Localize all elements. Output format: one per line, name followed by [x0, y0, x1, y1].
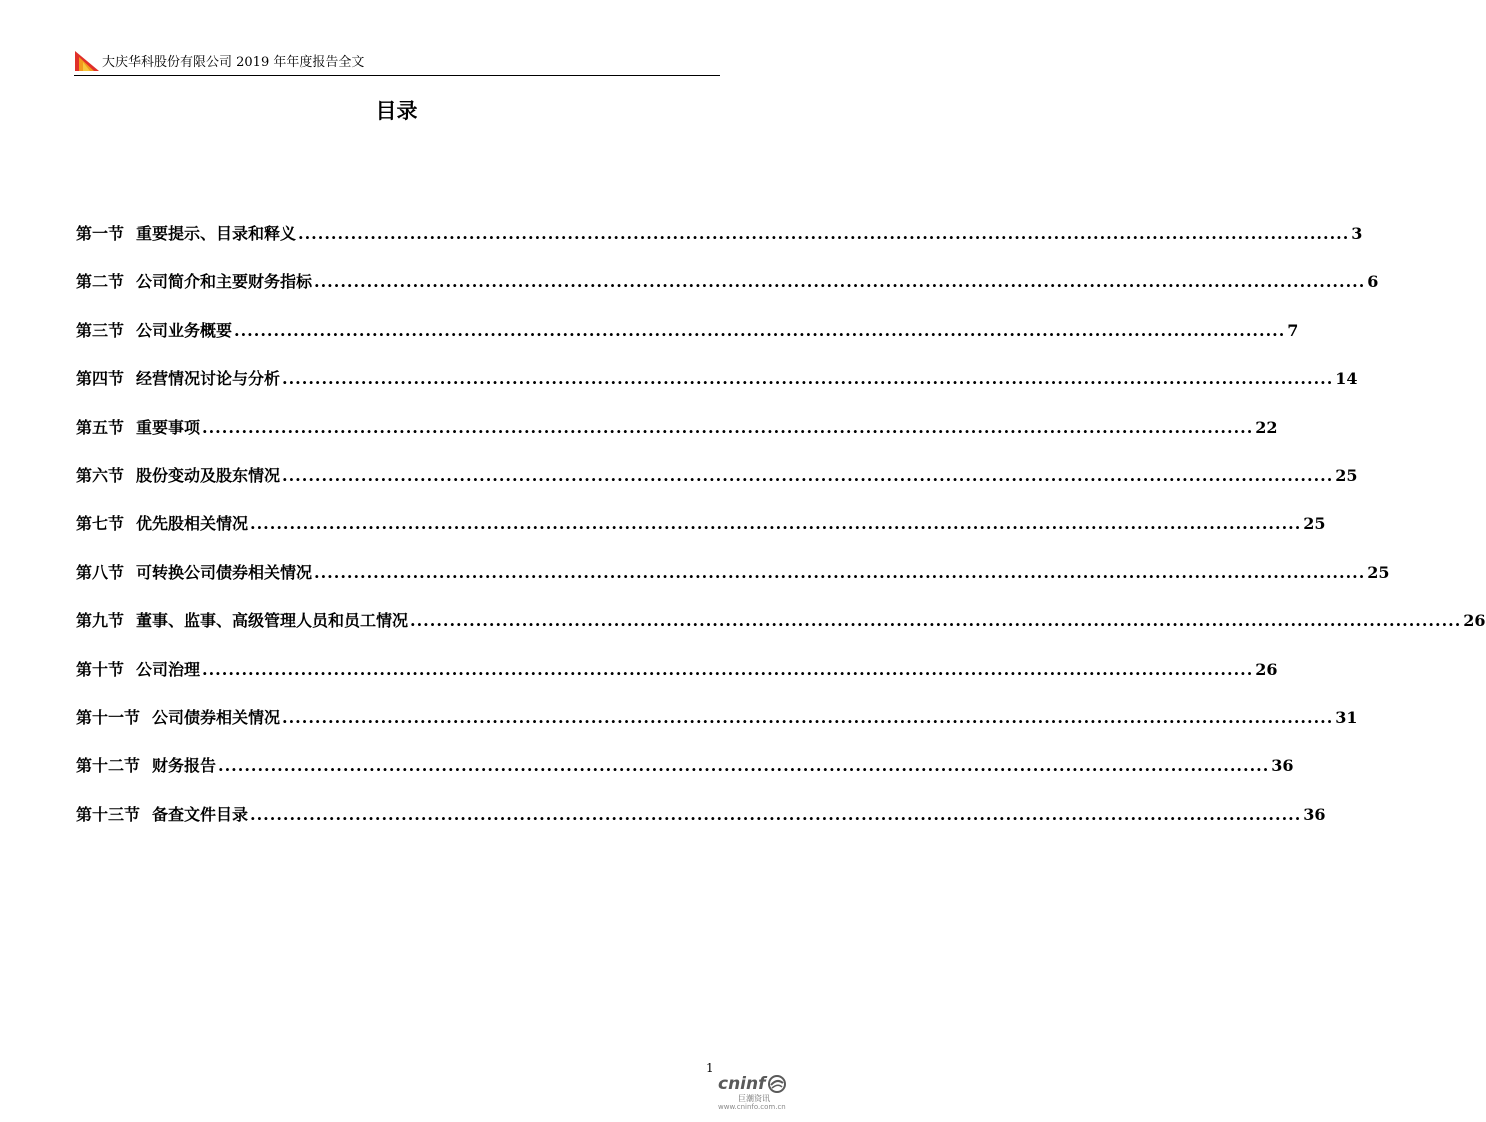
toc-entry[interactable]	[76, 367, 1358, 391]
toc-section-number: 第九节	[76, 611, 125, 631]
toc-dot-leader: ................................................................................................................................................................	[282, 369, 1334, 389]
header-title: 大庆华科股份有限公司 2019 年年度报告全文	[102, 55, 365, 70]
toc-section-title: 可转换公司债券相关情况	[136, 562, 313, 582]
toc-entry[interactable]	[76, 754, 1294, 778]
toc-entry[interactable]	[76, 512, 1326, 536]
toc-dot-leader: ................................................................................................................................................................	[410, 611, 1462, 631]
toc-entry[interactable]	[76, 803, 1326, 827]
company-logo-icon	[74, 48, 100, 72]
toc-section-title: 公司治理	[136, 659, 201, 679]
toc-dot-leader: ................................................................................................................................................................	[250, 804, 1302, 824]
toc-section-number: 第一节	[76, 224, 125, 243]
toc-section-title: 公司业务概要	[136, 320, 233, 340]
toc-page-number: 36	[1303, 804, 1326, 824]
toc-page-number: 3	[1351, 224, 1363, 243]
toc-page-number: 6	[1367, 272, 1379, 292]
toc-page-number: 26	[1463, 611, 1486, 631]
toc-page-number: 22	[1255, 417, 1278, 437]
toc-dot-leader: ................................................................................................................................................................	[298, 224, 1350, 243]
toc-section-number: 第二节	[76, 272, 125, 292]
toc-page-number: 26	[1255, 659, 1278, 679]
toc-page-number: 31	[1335, 707, 1358, 727]
toc-entry[interactable]	[76, 222, 1363, 246]
toc-section-number: 第十一节	[76, 707, 141, 727]
toc-section-number: 第十节	[76, 659, 125, 679]
toc-section-title: 股份变动及股东情况	[136, 465, 281, 485]
toc-section-title: 董事、监事、高级管理人员和员工情况	[136, 611, 409, 631]
toc-dot-leader: ................................................................................................................................................................	[218, 756, 1270, 776]
toc-dot-leader: ................................................................................................................................................................	[250, 514, 1302, 534]
toc-entry[interactable]	[76, 464, 1358, 488]
toc-section-title: 公司简介和主要财务指标	[136, 272, 313, 292]
toc-section-title: 财务报告	[152, 756, 217, 776]
toc-page-number: 7	[1287, 320, 1299, 340]
toc-dot-leader: ................................................................................................................................................................	[202, 659, 1254, 679]
watermark-brand-cn: 巨潮资讯	[738, 1094, 770, 1103]
toc-dot-leader: ................................................................................................................................................................	[202, 417, 1254, 437]
toc-section-number: 第七节	[76, 514, 125, 534]
cninfo-swirl-icon	[768, 1075, 786, 1093]
toc-section-title: 经营情况讨论与分析	[136, 369, 281, 389]
toc-entry[interactable]	[76, 416, 1278, 440]
toc-section-number: 第十二节	[76, 756, 141, 776]
toc-dot-leader: ................................................................................................................................................................	[314, 562, 1366, 582]
toc-page-number: 36	[1271, 756, 1294, 776]
toc-entry[interactable]	[76, 561, 1390, 585]
watermark-brand: cninf	[718, 1074, 766, 1094]
toc-entry[interactable]	[76, 609, 1486, 633]
toc-page-number: 14	[1335, 369, 1358, 389]
page-header	[74, 48, 720, 76]
toc-section-title: 公司债券相关情况	[152, 707, 281, 727]
toc-section-number: 第八节	[76, 562, 125, 582]
toc-section-title: 重要提示、目录和释义	[136, 224, 297, 243]
toc-dot-leader: ................................................................................................................................................................	[282, 465, 1334, 485]
toc-dot-leader: ................................................................................................................................................................	[234, 320, 1286, 340]
page-number: 1	[706, 1061, 714, 1075]
toc-section-number: 第三节	[76, 320, 125, 340]
toc-section-title: 优先股相关情况	[136, 514, 249, 534]
toc-section-number: 第六节	[76, 465, 125, 485]
toc-page-number: 25	[1303, 514, 1326, 534]
cninfo-watermark	[718, 1074, 790, 1114]
toc-entry[interactable]	[76, 319, 1299, 343]
toc-heading: 目录	[375, 98, 418, 123]
toc-entry[interactable]	[76, 270, 1379, 294]
toc-section-number: 第十三节	[76, 804, 141, 824]
toc-entry[interactable]	[76, 706, 1358, 730]
toc-section-title: 重要事项	[136, 417, 201, 437]
watermark-url: www.cninfo.com.cn	[718, 1103, 786, 1111]
toc-dot-leader: ................................................................................................................................................................	[282, 707, 1334, 727]
toc-entry[interactable]	[76, 658, 1278, 682]
toc-page-number: 25	[1335, 465, 1358, 485]
toc-page-number: 25	[1367, 562, 1390, 582]
toc-dot-leader: ................................................................................................................................................................	[314, 272, 1366, 292]
toc-section-number: 第五节	[76, 417, 125, 437]
toc-section-title: 备查文件目录	[152, 804, 249, 824]
toc-section-number: 第四节	[76, 369, 125, 389]
table-of-contents	[76, 222, 1486, 851]
